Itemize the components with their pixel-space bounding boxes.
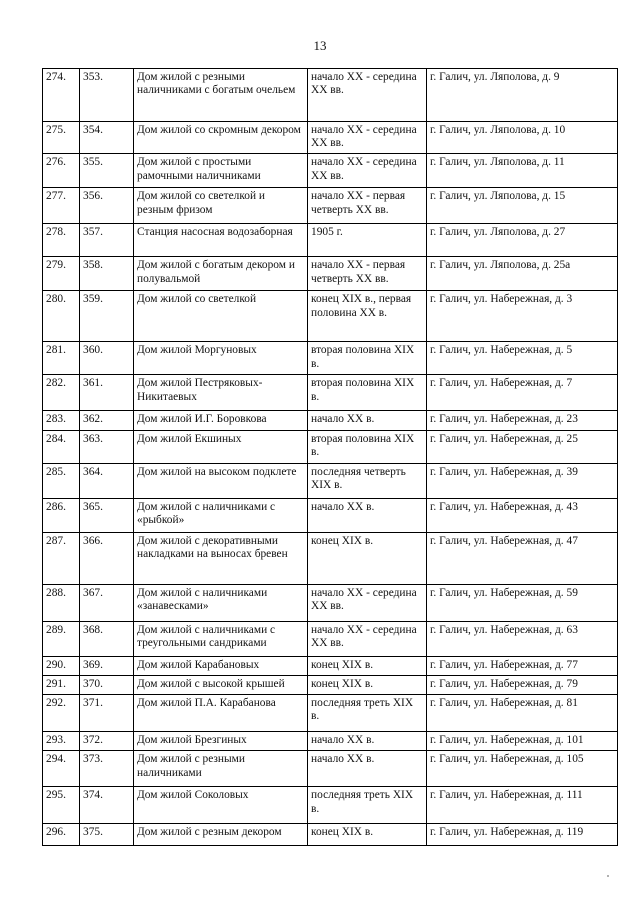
- row-number: 286.: [43, 498, 80, 532]
- object-date: начало XX - середина XX вв.: [308, 154, 427, 188]
- object-name: Дом жилой со светелкой и резным фризом: [134, 188, 308, 224]
- object-address: г. Галич, ул. Набережная, д. 77: [427, 656, 618, 675]
- row-number: 279.: [43, 257, 80, 291]
- row-number: 294.: [43, 751, 80, 787]
- object-address: г. Галич, ул. Набережная, д. 111: [427, 787, 618, 824]
- object-date: начало XX - середина XX вв.: [308, 621, 427, 656]
- object-address: г. Галич, ул. Набережная, д. 105: [427, 751, 618, 787]
- object-number: 374.: [80, 787, 134, 824]
- object-name: Дом жилой со светелкой: [134, 291, 308, 342]
- object-address: г. Галич, ул. Набережная, д. 5: [427, 342, 618, 375]
- object-date: начало XX - середина XX вв.: [308, 122, 427, 154]
- object-name: Дом жилой с высокой крышей: [134, 675, 308, 694]
- table-row: [43, 411, 618, 430]
- table-row: [43, 69, 618, 122]
- object-address: г. Галич, ул. Набережная, д. 43: [427, 498, 618, 532]
- row-number: 280.: [43, 291, 80, 342]
- object-number: 365.: [80, 498, 134, 532]
- object-number: 360.: [80, 342, 134, 375]
- object-number: 358.: [80, 257, 134, 291]
- object-number: 353.: [80, 69, 134, 122]
- object-number: 373.: [80, 751, 134, 787]
- object-date: начало XX в.: [308, 411, 427, 430]
- object-number: 362.: [80, 411, 134, 430]
- heritage-registry-table: [42, 68, 618, 846]
- object-address: г. Галич, ул. Ляполова, д. 11: [427, 154, 618, 188]
- object-address: г. Галич, ул. Набережная, д. 25: [427, 430, 618, 463]
- table-row: [43, 751, 618, 787]
- object-address: г. Галич, ул. Набережная, д. 63: [427, 621, 618, 656]
- object-address: г. Галич, ул. Набережная, д. 101: [427, 732, 618, 751]
- object-date: последняя треть XIX в.: [308, 695, 427, 732]
- object-number: 367.: [80, 584, 134, 621]
- object-date: начало XX в.: [308, 732, 427, 751]
- object-number: 361.: [80, 375, 134, 411]
- object-name: Дом жилой с наличниками «занавесками»: [134, 584, 308, 621]
- object-address: г. Галич, ул. Ляполова, д. 15: [427, 188, 618, 224]
- object-name: Дом жилой Карабановых: [134, 656, 308, 675]
- object-name: Дом жилой с резными наличниками: [134, 751, 308, 787]
- table-row: [43, 787, 618, 824]
- table-row: [43, 656, 618, 675]
- object-name: Дом жилой с резными наличниками с богатым очельем: [134, 69, 308, 122]
- table-row: [43, 342, 618, 375]
- row-number: 281.: [43, 342, 80, 375]
- object-address: г. Галич, ул. Набережная, д. 7: [427, 375, 618, 411]
- object-number: 355.: [80, 154, 134, 188]
- row-number: 293.: [43, 732, 80, 751]
- table-row: [43, 188, 618, 224]
- object-address: г. Галич, ул. Набережная, д. 23: [427, 411, 618, 430]
- object-number: 359.: [80, 291, 134, 342]
- object-number: 369.: [80, 656, 134, 675]
- registry-table-body: [43, 69, 618, 846]
- object-date: конец XIX в.: [308, 675, 427, 694]
- table-row: [43, 532, 618, 584]
- row-number: 291.: [43, 675, 80, 694]
- table-row: [43, 375, 618, 411]
- row-number: 288.: [43, 584, 80, 621]
- table-row: [43, 291, 618, 342]
- object-name: Дом жилой с резным декором: [134, 824, 308, 846]
- table-row: [43, 498, 618, 532]
- row-number: 283.: [43, 411, 80, 430]
- object-date: 1905 г.: [308, 224, 427, 257]
- row-number: 276.: [43, 154, 80, 188]
- object-name: Дом жилой со скромным декором: [134, 122, 308, 154]
- table-row: [43, 675, 618, 694]
- object-name: Дом жилой Соколовых: [134, 787, 308, 824]
- table-row: [43, 621, 618, 656]
- row-number: 296.: [43, 824, 80, 846]
- object-name: Дом жилой Пестряковых-Никитаевых: [134, 375, 308, 411]
- row-number: 274.: [43, 69, 80, 122]
- object-address: г. Галич, ул. Набережная, д. 39: [427, 463, 618, 498]
- object-date: конец XIX в.: [308, 656, 427, 675]
- object-address: г. Галич, ул. Ляполова, д. 9: [427, 69, 618, 122]
- row-number: 278.: [43, 224, 80, 257]
- object-name: Дом жилой с богатым декором и полувальмой: [134, 257, 308, 291]
- row-number: 285.: [43, 463, 80, 498]
- table-row: [43, 732, 618, 751]
- table-row: [43, 824, 618, 846]
- object-date: конец XIX в., первая половина XX в.: [308, 291, 427, 342]
- object-date: начало XX в.: [308, 751, 427, 787]
- object-name: Дом жилой П.А. Карабанова: [134, 695, 308, 732]
- object-number: 354.: [80, 122, 134, 154]
- table-row: [43, 695, 618, 732]
- object-name: Станция насосная водозаборная: [134, 224, 308, 257]
- object-name: Дом жилой Моргуновых: [134, 342, 308, 375]
- object-date: вторая половина XIX в.: [308, 375, 427, 411]
- object-date: начало XX - первая четверть XX вв.: [308, 188, 427, 224]
- object-number: 357.: [80, 224, 134, 257]
- object-date: конец XIX в.: [308, 532, 427, 584]
- page-number: 13: [313, 38, 327, 53]
- object-date: вторая половина XIX в.: [308, 342, 427, 375]
- object-date: начало XX - середина XX вв.: [308, 584, 427, 621]
- object-number: 371.: [80, 695, 134, 732]
- table-row: [43, 430, 618, 463]
- object-name: Дом жилой на высоком подклете: [134, 463, 308, 498]
- row-number: 287.: [43, 532, 80, 584]
- object-number: 364.: [80, 463, 134, 498]
- object-address: г. Галич, ул. Ляполова, д. 10: [427, 122, 618, 154]
- row-number: 277.: [43, 188, 80, 224]
- object-date: последняя четверть XIX в.: [308, 463, 427, 498]
- row-number: 282.: [43, 375, 80, 411]
- table-row: [43, 463, 618, 498]
- object-number: 356.: [80, 188, 134, 224]
- object-date: начало XX - середина XX вв.: [308, 69, 427, 122]
- table-row: [43, 154, 618, 188]
- object-address: г. Галич, ул. Ляполова, д. 25а: [427, 257, 618, 291]
- object-address: г. Галич, ул. Набережная, д. 119: [427, 824, 618, 846]
- object-number: 368.: [80, 621, 134, 656]
- object-date: последняя треть XIX в.: [308, 787, 427, 824]
- table-row: [43, 584, 618, 621]
- object-address: г. Галич, ул. Ляполова, д. 27: [427, 224, 618, 257]
- row-number: 284.: [43, 430, 80, 463]
- object-number: 375.: [80, 824, 134, 846]
- object-name: Дом жилой с декоративными накладками на выносах бревен: [134, 532, 308, 584]
- object-name: Дом жилой Екшиных: [134, 430, 308, 463]
- scan-speck: [607, 875, 609, 877]
- object-number: 370.: [80, 675, 134, 694]
- object-address: г. Галич, ул. Набережная, д. 81: [427, 695, 618, 732]
- object-number: 366.: [80, 532, 134, 584]
- object-number: 372.: [80, 732, 134, 751]
- object-address: г. Галич, ул. Набережная, д. 79: [427, 675, 618, 694]
- row-number: 275.: [43, 122, 80, 154]
- object-address: г. Галич, ул. Набережная, д. 59: [427, 584, 618, 621]
- object-date: вторая половина XIX в.: [308, 430, 427, 463]
- object-name: Дом жилой с наличниками с «рыбкой»: [134, 498, 308, 532]
- object-number: 363.: [80, 430, 134, 463]
- row-number: 292.: [43, 695, 80, 732]
- table-row: [43, 122, 618, 154]
- row-number: 295.: [43, 787, 80, 824]
- object-name: Дом жилой с наличниками с треугольными сандриками: [134, 621, 308, 656]
- object-name: Дом жилой Брезгиных: [134, 732, 308, 751]
- object-date: конец XIX в.: [308, 824, 427, 846]
- object-name: Дом жилой И.Г. Боровкова: [134, 411, 308, 430]
- object-name: Дом жилой с простыми рамочными наличниками: [134, 154, 308, 188]
- object-address: г. Галич, ул. Набережная, д. 3: [427, 291, 618, 342]
- table-row: [43, 224, 618, 257]
- table-row: [43, 257, 618, 291]
- object-address: г. Галич, ул. Набережная, д. 47: [427, 532, 618, 584]
- object-date: начало XX - первая четверть XX вв.: [308, 257, 427, 291]
- row-number: 289.: [43, 621, 80, 656]
- object-date: начало XX в.: [308, 498, 427, 532]
- row-number: 290.: [43, 656, 80, 675]
